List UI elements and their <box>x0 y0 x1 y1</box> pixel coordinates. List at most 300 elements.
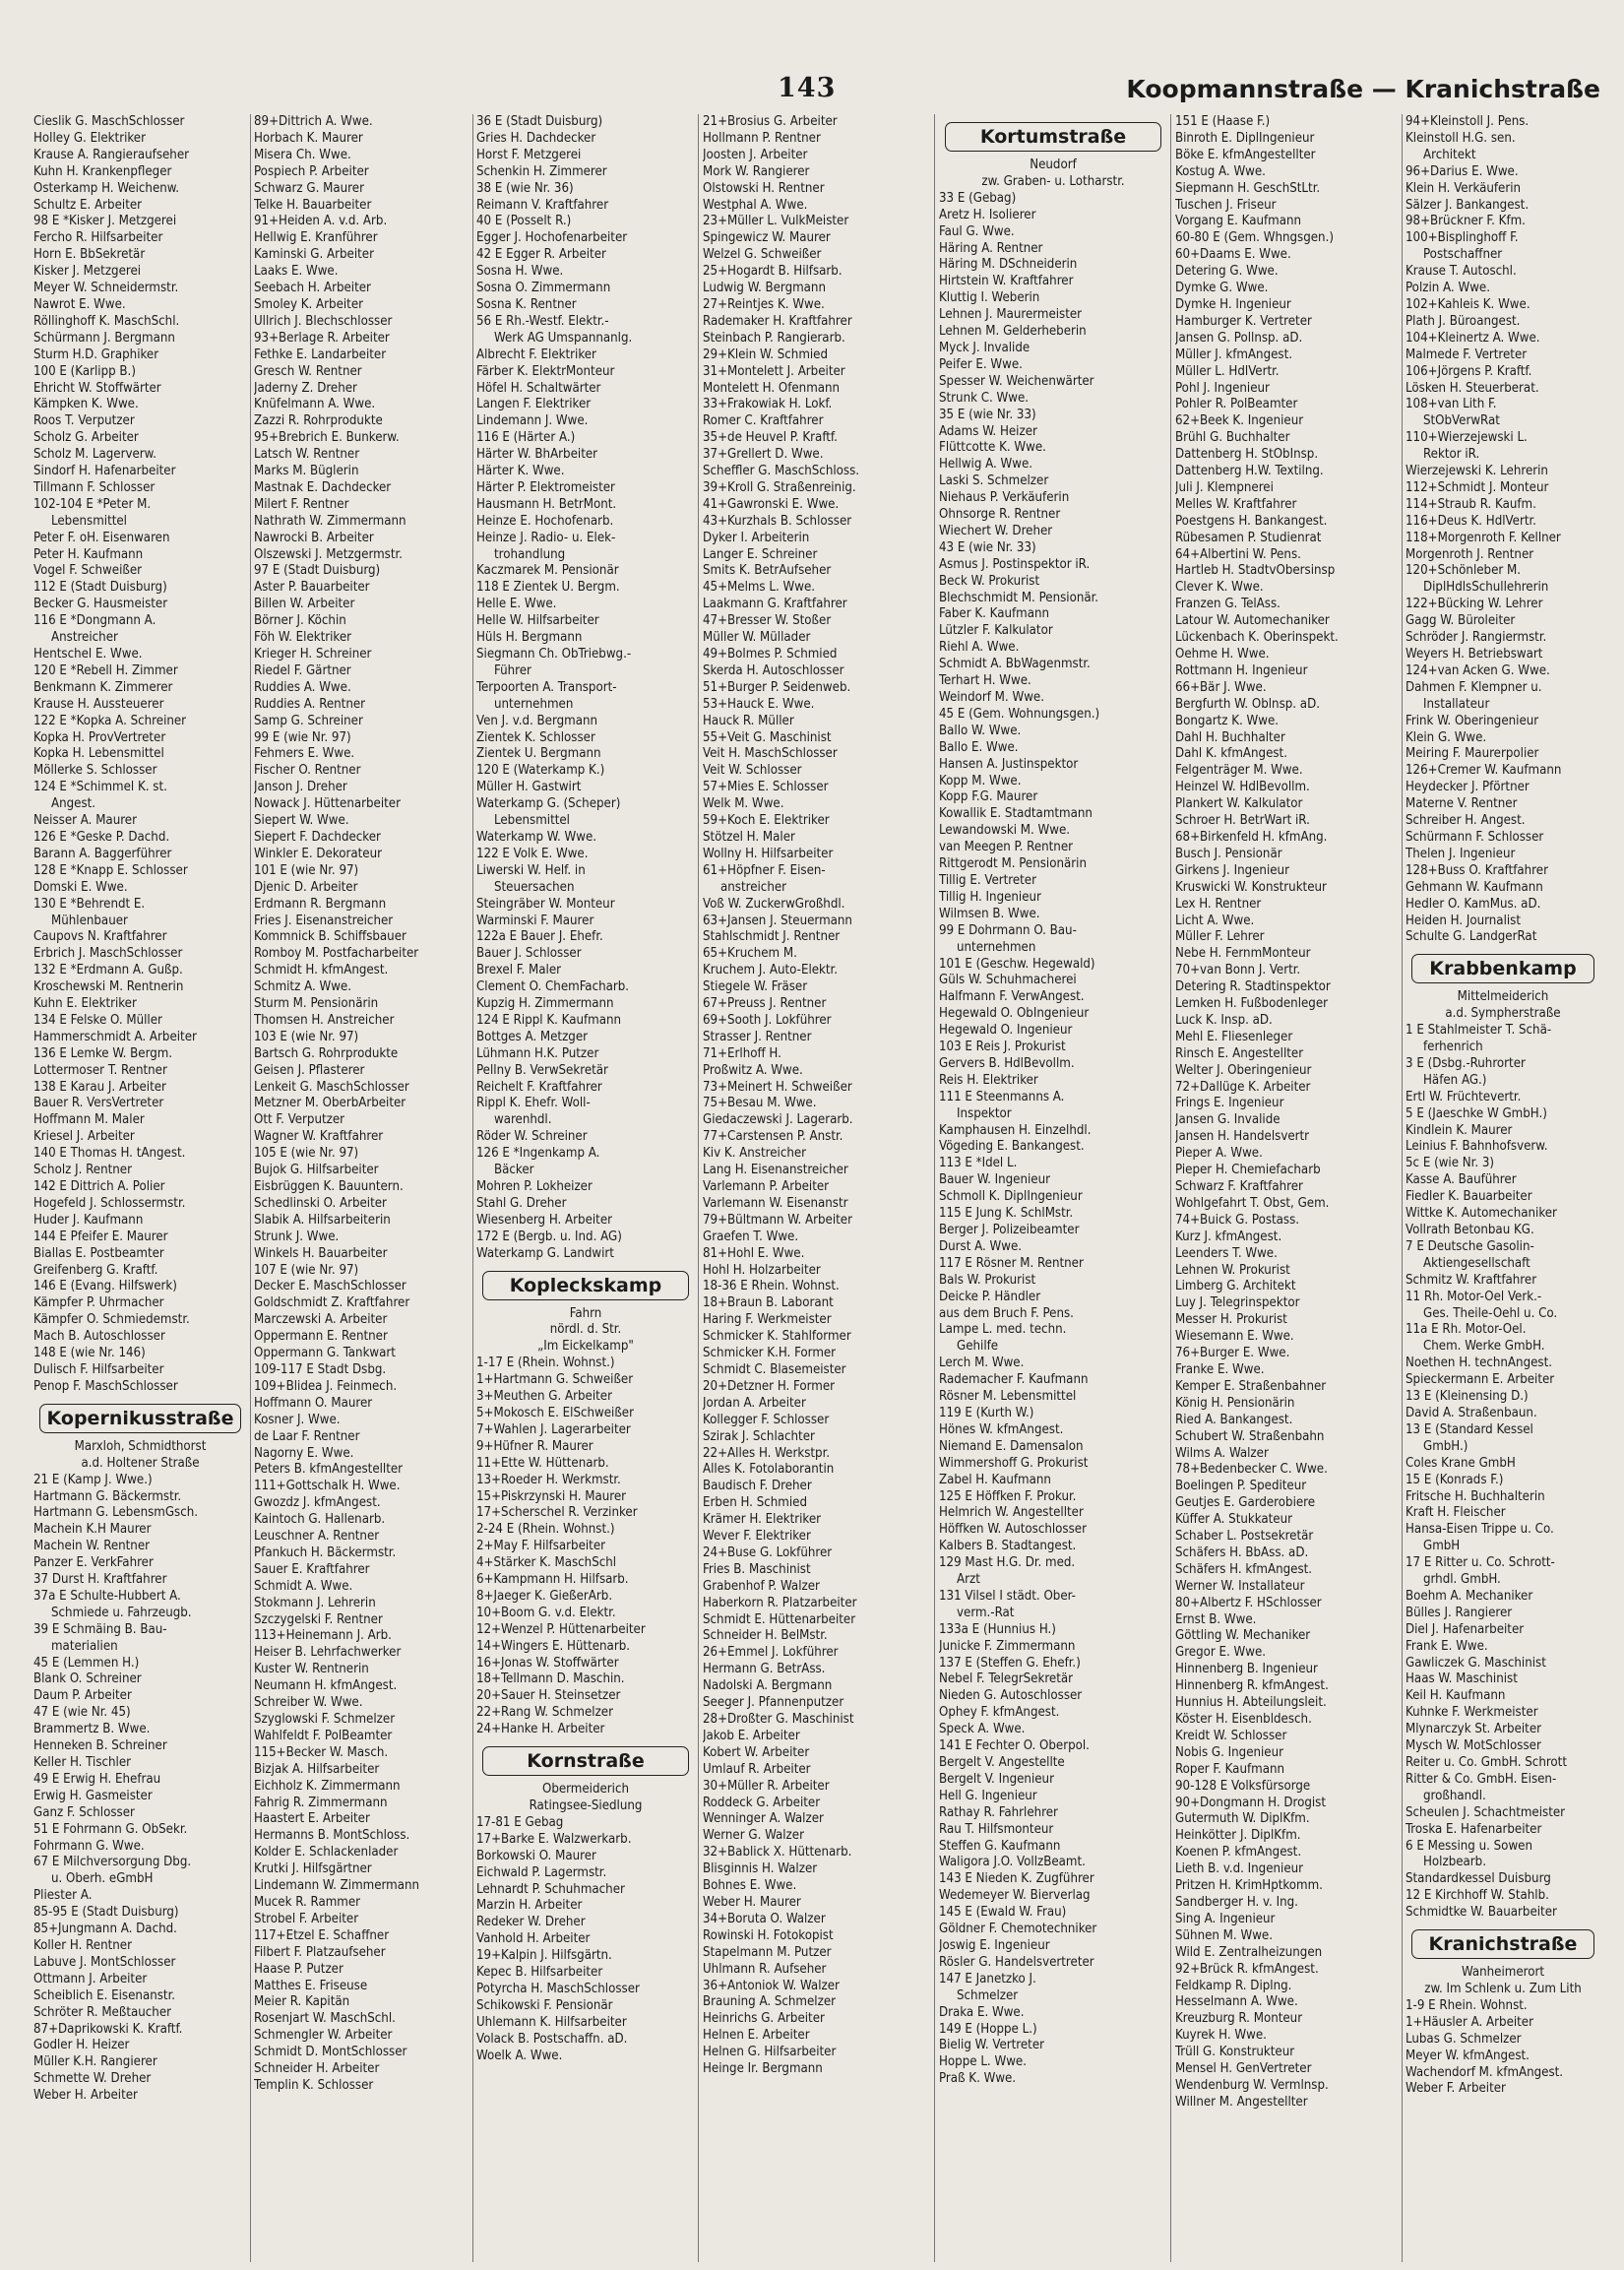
directory-entry: Schmelzer <box>957 1987 1019 2003</box>
directory-entry: 6+Kampmann H. Hilfsarb. <box>476 1572 629 1588</box>
column-rule <box>1170 114 1171 2262</box>
directory-entry: Hesselmann A. Wwe. <box>1175 1994 1298 2010</box>
directory-entry: Koenen P. kfmAngest. <box>1175 1845 1302 1860</box>
directory-entry: 1-9 E Rhein. Wohnst. <box>1405 1997 1528 2013</box>
directory-entry: 40 E (Posselt R.) <box>476 214 572 229</box>
directory-entry: Wimmershoff G. Prokurist <box>939 1455 1089 1471</box>
directory-entry: aus dem Bruch F. Pens. <box>939 1305 1074 1321</box>
directory-entry: 124 E *Schimmel K. st. <box>33 780 167 795</box>
directory-entry: Schmitz A. Wwe. <box>254 979 351 995</box>
directory-entry: Bielig W. Vertreter <box>939 2038 1045 2053</box>
directory-entry: Biallas E. Postbeamter <box>33 1245 164 1261</box>
directory-entry: 33 E (Gebag) <box>939 190 1017 206</box>
directory-entry: Olstowski H. Rentner <box>703 180 825 196</box>
directory-entry: 3+Meuthen G. Arbeiter <box>476 1389 612 1405</box>
directory-entry: Wachendorf M. kfmAngest. <box>1405 2064 1564 2080</box>
directory-entry: Templin K. Schlosser <box>254 2077 374 2093</box>
directory-entry: Ven J. v.d. Bergmann <box>476 713 598 728</box>
directory-entry: Jansen G. Invalide <box>1175 1112 1280 1128</box>
directory-entry: Janson J. Dreher <box>254 780 347 795</box>
directory-entry: Becker G. Hausmeister <box>33 597 168 612</box>
directory-entry: Sturm H.D. Graphiker <box>33 347 159 362</box>
directory-entry: Heiser B. Lehrfachwerker <box>254 1645 402 1661</box>
directory-entry: 17+Scherschel R. Verzinker <box>476 1505 638 1521</box>
column-rule <box>472 114 473 2262</box>
directory-entry: Schäfers H. kfmAngest. <box>1175 1561 1313 1577</box>
directory-entry: van Meegen P. Rentner <box>939 840 1073 855</box>
directory-entry: Berger J. Polizeibeamter <box>939 1223 1080 1237</box>
directory-entry: Mucek R. Rammer <box>254 1894 361 1910</box>
directory-entry: DiplHdlsSchullehrerin <box>1423 580 1549 596</box>
directory-entry: Wiechert W. Dreher <box>939 523 1053 538</box>
directory-entry: Montelett H. Ofenmann <box>703 380 841 396</box>
directory-entry: Scholz G. Arbeiter <box>33 430 139 446</box>
directory-entry: Strunk C. Wwe. <box>939 390 1030 406</box>
directory-entry: Weber H. Arbeiter <box>33 2088 138 2104</box>
directory-entry: Clement O. ChemFacharb. <box>476 979 630 995</box>
directory-entry: Lemken H. Fußbodenleger <box>1175 996 1329 1012</box>
directory-entry: 20+Detzner H. Former <box>703 1378 836 1394</box>
directory-entry: 120 E *Rebell H. Zimmer <box>33 662 178 678</box>
directory-entry: Laaks E. Wwe. <box>254 264 339 280</box>
directory-entry: Postschaffner <box>1423 247 1503 263</box>
directory-entry: Hammerschmidt A. Arbeiter <box>33 1029 197 1044</box>
directory-entry: 103 E Reis J. Prokurist <box>939 1040 1066 1055</box>
directory-entry: 133a E (Hunnius H.) <box>939 1621 1056 1637</box>
directory-entry: 128+Buss O. Kraftfahrer <box>1405 862 1548 878</box>
directory-entry: 93+Berlage R. Arbeiter <box>254 330 390 346</box>
directory-entry: Hoffmann M. Maler <box>33 1112 145 1128</box>
directory-entry: 95+Brebrich E. Bunkerw. <box>254 430 400 446</box>
directory-entry: 16+Jonas W. Stoffwärter <box>476 1655 619 1671</box>
directory-entry: 136 E Lemke W. Bergm. <box>33 1045 173 1061</box>
directory-entry: Müller F. Lehrer <box>1175 929 1265 945</box>
directory-entry: Müller W. Müllader <box>703 630 811 646</box>
directory-entry: 68+Birkenfeld H. kfmAng. <box>1175 829 1328 845</box>
directory-entry: Heinze J. Radio- u. Elek- <box>476 530 616 545</box>
directory-entry: Limberg G. Architekt <box>1175 1279 1296 1294</box>
directory-entry: Langer E. Schreiner <box>703 546 818 562</box>
directory-entry: Dahmen F. Klempner u. <box>1405 679 1542 695</box>
directory-entry: Stiegele W. Fräser <box>703 979 808 995</box>
directory-entry: Benkmann K. Zimmerer <box>33 679 173 695</box>
directory-entry: Waterkamp W. Wwe. <box>476 829 597 845</box>
directory-entry: Brauning A. Schmelzer <box>703 1994 836 2010</box>
directory-entry: Pfankuch H. Bäckermstr. <box>254 1545 397 1560</box>
directory-entry: Samp G. Schreiner <box>254 713 363 728</box>
directory-entry: Penop F. MaschSchlosser <box>33 1378 178 1394</box>
directory-entry: Jakob E. Arbeiter <box>703 1728 800 1743</box>
directory-entry: Fiedler K. Bauarbeiter <box>1405 1189 1532 1205</box>
directory-entry: Stapelmann M. Putzer <box>703 1944 832 1960</box>
directory-entry: Architekt <box>1423 147 1476 162</box>
directory-entry: Lehnardt P. Schuhmacher <box>476 1881 625 1897</box>
directory-entry: Horn E. BbSekretär <box>33 247 146 263</box>
directory-entry: Junicke F. Zimmermann <box>939 1638 1076 1654</box>
directory-entry: 66+Bär J. Wwe. <box>1175 679 1267 695</box>
directory-entry: Franzen G. TelAss. <box>1175 597 1280 612</box>
directory-entry: Krieger H. Schreiner <box>254 647 372 662</box>
directory-entry: Licht A. Wwe. <box>1175 913 1255 928</box>
directory-entry: Rosenjart W. MaschSchl. <box>254 2011 396 2027</box>
directory-entry: 38 E (wie Nr. 36) <box>476 180 574 196</box>
directory-entry: Erbrich J. MaschSchlosser <box>33 946 183 962</box>
directory-entry: Bergelt V. Angestellte <box>939 1755 1065 1770</box>
directory-entry: Schreiber H. Angest. <box>1405 813 1526 829</box>
directory-entry: Melles W. Kraftfahrer <box>1175 496 1297 512</box>
directory-entry: Slabik A. Hilfsarbeiterin <box>254 1212 391 1228</box>
directory-entry: Djenic D. Arbeiter <box>254 879 358 895</box>
directory-entry: 98+Brückner F. Kfm. <box>1405 214 1526 229</box>
directory-entry: Ullrich J. Blechschlosser <box>254 313 393 329</box>
directory-entry: Kalbers B. Stadtangest. <box>939 1539 1077 1554</box>
directory-entry: Steingräber W. Monteur <box>476 896 615 912</box>
directory-entry: Lühmann H.K. Putzer <box>476 1045 599 1061</box>
directory-entry: 118+Morgenroth F. Kellner <box>1405 530 1561 545</box>
directory-entry: Hinnenberg B. Ingenieur <box>1175 1662 1318 1677</box>
directory-entry: 35+de Heuvel P. Kraftf. <box>703 430 838 446</box>
directory-entry: 113 E *Idel L. <box>939 1156 1018 1171</box>
directory-entry: unternehmen <box>957 939 1036 955</box>
directory-entry: Sing A. Ingenieur <box>1175 1911 1276 1926</box>
directory-entry: Kosner J. Wwe. <box>254 1412 341 1427</box>
directory-entry: de Laar F. Rentner <box>254 1428 360 1444</box>
directory-entry: Warminski F. Maurer <box>476 913 594 928</box>
directory-entry: Thelen J. Ingenieur <box>1405 846 1516 861</box>
directory-entry: 23+Müller L. VulkMeister <box>703 214 849 229</box>
directory-entry: 11+Ette W. Hüttenarb. <box>476 1455 609 1471</box>
directory-entry: 64+Albertini W. Pens. <box>1175 546 1301 562</box>
directory-entry: Mork W. Rangierer <box>703 163 810 179</box>
directory-entry: Häring A. Rentner <box>939 240 1043 256</box>
directory-entry: 122a E Bauer J. Ehefr. <box>476 929 603 945</box>
directory-entry: Schenkin H. Zimmerer <box>476 163 607 179</box>
directory-entry: 100+Bisplinghoff F. <box>1405 230 1519 246</box>
directory-entry: Poestgens H. Bankangest. <box>1175 513 1328 529</box>
directory-entry: 61+Höpfner F. Eisen- <box>703 862 826 878</box>
directory-entry: Ophey F. kfmAngest. <box>939 1705 1060 1721</box>
directory-entry: Trüll G. Konstrukteur <box>1175 2045 1295 2060</box>
directory-entry: Wild E. Zentralheizungen <box>1175 1944 1323 1960</box>
directory-entry: Gutermuth W. DiplKfm. <box>1175 1811 1310 1827</box>
directory-entry: Schmette W. Dreher <box>33 2071 152 2087</box>
directory-entry: Pliester A. <box>33 1888 93 1904</box>
directory-entry: Kluttig I. Weberin <box>939 290 1040 306</box>
directory-entry: Halfmann F. VerwAngest. <box>939 989 1085 1005</box>
directory-entry: Werner W. Installateur <box>1175 1578 1305 1594</box>
district-note: Neudorf <box>1030 158 1077 172</box>
directory-entry: 129 Mast H.G. Dr. med. <box>939 1555 1076 1571</box>
directory-entry: Kuhnke F. Werkmeister <box>1405 1705 1538 1721</box>
directory-entry: Kollegger F. Schlosser <box>703 1412 830 1427</box>
directory-entry: Nebel F. TelegrSekretär <box>939 1671 1074 1687</box>
directory-entry: Kruswicki W. Konstrukteur <box>1175 879 1327 895</box>
directory-entry: Kommnick B. Schiffsbauer <box>254 929 406 945</box>
directory-entry: 7+Wahlen J. Lagerarbeiter <box>476 1421 631 1437</box>
directory-entry: 115+Becker W. Masch. <box>254 1744 389 1760</box>
directory-entry: 100 E (Karlipp B.) <box>33 363 136 379</box>
directory-entry: Veit W. Schlosser <box>703 763 802 779</box>
directory-entry: Kamphausen H. Einzelhdl. <box>939 1122 1092 1138</box>
directory-entry: Schmidt A. BbWagenmstr. <box>939 657 1091 672</box>
directory-entry: Rademacher F. Kaufmann <box>939 1372 1089 1388</box>
directory-entry: Pospiech P. Arbeiter <box>254 163 369 179</box>
directory-entry: 56 E Rh.-Westf. Elektr.- <box>476 313 609 329</box>
directory-entry: 15+Piskrzynski H. Maurer <box>476 1488 627 1504</box>
directory-entry: Boehm A. Mechaniker <box>1405 1588 1533 1604</box>
directory-entry: Scholz J. Rentner <box>33 1163 132 1178</box>
directory-entry: 42 E Egger R. Arbeiter <box>476 247 606 263</box>
directory-entry: Albrecht F. Elektriker <box>476 347 596 362</box>
directory-entry: Krause H. Aussteuerer <box>33 696 164 712</box>
district-note: Fahrn <box>569 1305 602 1321</box>
directory-entry: Hönes W. kfmAngest. <box>939 1421 1064 1437</box>
directory-entry: Coles Krane GmbH <box>1405 1455 1516 1471</box>
directory-entry: Spingewicz W. Maurer <box>703 230 831 246</box>
directory-entry: Stokmann J. Lehrerin <box>254 1595 376 1610</box>
directory-entry: Laakmann G. Kraftfahrer <box>703 597 847 612</box>
directory-entry: Fries B. Maschinist <box>703 1561 811 1577</box>
directory-entry: Zazzi R. Rohrprodukte <box>254 413 383 429</box>
directory-entry: 71+Erlhoff H. <box>703 1045 781 1061</box>
directory-entry: 65+Kruchem M. <box>703 946 797 962</box>
directory-entry: Sühnen M. Wwe. <box>1175 1927 1273 1943</box>
directory-entry: Hauck R. Müller <box>703 713 794 728</box>
directory-entry: Wilmsen B. Wwe. <box>939 906 1040 921</box>
directory-entry: Giedaczewski J. Lagerarb. <box>703 1112 853 1128</box>
directory-entry: Gries H. Dachdecker <box>476 130 596 146</box>
directory-entry: Lottermoser T. Rentner <box>33 1062 167 1078</box>
directory-entry: Lehnen M. Gelderheberin <box>939 324 1087 340</box>
directory-entry: 98 E *Kisker J. Metzgerei <box>33 214 177 229</box>
directory-entry: Jaderny Z. Dreher <box>254 380 357 396</box>
directory-entry: Meyer W. Schneidermstr. <box>33 281 179 296</box>
directory-entry: 105 E (wie Nr. 97) <box>254 1146 359 1162</box>
directory-entry: 10+Boom G. v.d. Elektr. <box>476 1605 616 1620</box>
directory-entry: Gwozdz J. kfmAngest. <box>254 1495 381 1511</box>
directory-entry: Lieth B. v.d. Ingenieur <box>1175 1861 1304 1877</box>
directory-entry: Decker E. MaschSchlosser <box>254 1279 406 1294</box>
directory-entry: 112+Schmidt J. Monteur <box>1405 479 1549 495</box>
directory-entry: Pieper H. Chemiefacharb <box>1175 1163 1321 1178</box>
directory-entry: Bauer W. Ingenieur <box>939 1172 1050 1188</box>
directory-entry: Kemper E. Straßenbahner <box>1175 1378 1327 1394</box>
directory-entry: 8+Jaeger K. GießerArb. <box>476 1588 613 1604</box>
directory-entry: Steuersachen <box>494 879 575 895</box>
directory-entry: Matthes E. Friseuse <box>254 1978 368 1993</box>
directory-entry: 115 E Jung K. SchlMstr. <box>939 1206 1074 1222</box>
directory-entry: Röder W. Schreiner <box>476 1129 588 1145</box>
directory-entry: Wendenburg W. Vermlnsp. <box>1175 2077 1329 2093</box>
directory-entry: Rösler G. Handelsvertreter <box>939 1954 1094 1970</box>
directory-entry: Neisser A. Maurer <box>33 813 137 829</box>
directory-entry: 118 E Zientek U. Bergm. <box>476 580 620 596</box>
directory-entry: unternehmen <box>494 696 574 712</box>
directory-entry: 2+May F. Hilfsarbeiter <box>476 1539 605 1554</box>
directory-entry: Lindemann J. Wwe. <box>476 413 589 429</box>
directory-entry: 116 E (Härter A.) <box>476 430 576 446</box>
directory-entry: 67 E Milchversorgung Dbg. <box>33 1855 192 1870</box>
directory-entry: Bergelt V. Ingenieur <box>939 1771 1054 1787</box>
directory-entry: 109+Blidea J. Feinmech. <box>254 1378 398 1394</box>
directory-entry: 104+Kleinertz A. Wwe. <box>1405 330 1540 346</box>
directory-entry: Myck J. Invalide <box>939 340 1031 355</box>
directory-entry: Angest. <box>51 796 96 812</box>
directory-entry: Stahlschmidt J. Rentner <box>703 929 841 945</box>
directory-entry: 92+Brück R. kfmAngest. <box>1175 1961 1319 1977</box>
directory-entry: Anstreicher <box>51 630 118 646</box>
directory-entry: Bohnes E. Wwe. <box>703 1878 797 1894</box>
directory-entry: Welter J. Oberingenieur <box>1175 1062 1312 1078</box>
directory-entry: Inspektor <box>957 1105 1012 1121</box>
directory-entry: 19+Kalpin J. Hilfsgärtn. <box>476 1948 612 1964</box>
directory-entry: Mehl E. Fliesenleger <box>1175 1029 1293 1044</box>
directory-entry: Ertl W. Früchtevertr. <box>1405 1089 1522 1104</box>
directory-entry: Schürmann J. Bergmann <box>33 330 175 346</box>
directory-entry: 138 E Karau J. Arbeiter <box>33 1079 166 1095</box>
directory-entry: 81+Hohl E. Wwe. <box>703 1245 805 1261</box>
directory-entry: Reiter u. Co. GmbH. Schrott <box>1405 1755 1567 1770</box>
directory-entry: 134 E Felske O. Müller <box>33 1012 162 1028</box>
directory-entry: Wagner W. Kraftfahrer <box>254 1129 384 1145</box>
directory-entry: Göttling W. Mechaniker <box>1175 1628 1311 1644</box>
directory-entry: 111 E Steenmanns A. <box>939 1089 1065 1104</box>
directory-entry: Draka E. Wwe. <box>939 2004 1025 2020</box>
directory-entry: Vorgang E. Kaufmann <box>1175 214 1302 229</box>
directory-entry: Schröder J. Rangiermstr. <box>1405 630 1547 646</box>
directory-entry: 21+Brosius G. Arbeiter <box>703 114 838 129</box>
directory-entry: Cieslik G. MaschSchlosser <box>33 114 185 129</box>
directory-entry: 78+Bedenbecker C. Wwe. <box>1175 1462 1328 1478</box>
directory-entry: Hansen A. Justinspektor <box>939 756 1079 772</box>
directory-entry: 122+Bücking W. Lehrer <box>1405 597 1543 612</box>
directory-entry: Leuschner A. Rentner <box>254 1529 380 1545</box>
page-header <box>0 73 1624 106</box>
directory-entry: Polzin A. Wwe. <box>1405 281 1490 296</box>
directory-entry: Hausmann H. BetrMont. <box>476 496 617 512</box>
directory-entry: Gregor E. Wwe. <box>1175 1645 1267 1661</box>
directory-entry: Kraft H. Fleischer <box>1405 1505 1506 1521</box>
directory-entry: 113+Heinemann J. Arb. <box>254 1628 392 1644</box>
directory-entry: Rinsch E. Angestellter <box>1175 1045 1304 1061</box>
directory-entry: Faber K. Kaufmann <box>939 606 1050 622</box>
directory-entry: Marzin H. Arbeiter <box>476 1898 583 1914</box>
directory-entry: Durst A. Wwe. <box>939 1238 1023 1254</box>
directory-entry: 59+Koch E. Elektriker <box>703 813 830 829</box>
directory-entry: 5+Mokosch E. ElSchweißer <box>476 1405 634 1420</box>
directory-entry: Romboy M. Postfacharbeiter <box>254 946 419 962</box>
directory-entry: 11a E Rh. Motor-Oel. <box>1405 1322 1527 1338</box>
directory-entry: Strunk J. Wwe. <box>254 1229 340 1244</box>
directory-entry: Ohnsorge R. Rentner <box>939 507 1061 523</box>
directory-entry: 24+Buse G. Lokführer <box>703 1545 833 1560</box>
directory-entry: Zientek U. Bergmann <box>476 746 601 762</box>
directory-entry: Marczewski A. Arbeiter <box>254 1312 388 1328</box>
directory-entry: Härter P. Elektromeister <box>476 479 615 495</box>
directory-entry: Feldkamp R. Diplng. <box>1175 1978 1292 1993</box>
directory-entry: Schultz E. Arbeiter <box>33 197 143 213</box>
directory-entry: 87+Daprikowski K. Kraftf. <box>33 2021 183 2037</box>
directory-entry: 7 E Deutsche Gasolin- <box>1405 1238 1534 1254</box>
street-heading: Kortumstraße <box>945 122 1161 152</box>
directory-entry: Beck W. Prokurist <box>939 573 1040 589</box>
directory-entry: Böke E. kfmAngestellter <box>1175 147 1316 162</box>
directory-entry: Tillig E. Vertreter <box>939 872 1036 888</box>
directory-entry: Grabenhof P. Walzer <box>703 1578 820 1594</box>
directory-entry: Smoley K. Arbeiter <box>254 296 363 312</box>
directory-entry: Fethke E. Landarbeiter <box>254 347 387 362</box>
directory-entry: Schmengler W. Arbeiter <box>254 2028 393 2044</box>
directory-entry: Woelk A. Wwe. <box>476 2048 563 2063</box>
directory-entry: 112 E (Stadt Duisburg) <box>33 580 167 596</box>
directory-entry: Bizjak A. Hilfsarbeiter <box>254 1761 380 1777</box>
directory-entry: Meyer W. kfmAngest. <box>1405 2048 1530 2063</box>
directory-entry: Machein W. Rentner <box>33 1539 151 1554</box>
directory-entry: Mysch W. MotSchlosser <box>1405 1738 1541 1754</box>
directory-entry: 120+Schönleber M. <box>1405 563 1522 579</box>
directory-entry: 2-24 E (Rhein. Wohnst.) <box>476 1522 615 1538</box>
directory-entry: Heiden H. Journalist <box>1405 913 1522 928</box>
directory-entry: Kupzig H. Zimmermann <box>476 996 614 1012</box>
directory-entry: Krutki J. Hilfsgärtner <box>254 1861 372 1877</box>
directory-entry: Niehaus P. Verkäuferin <box>939 490 1070 506</box>
directory-entry: 18-36 E Rhein. Wohnst. <box>703 1279 840 1294</box>
directory-entry: Härter K. Wwe. <box>476 464 565 479</box>
directory-entry: Krause A. Rangieraufseher <box>33 147 190 162</box>
directory-entry: Adams W. Heizer <box>939 423 1037 439</box>
directory-entry: Lang H. Eisenanstreicher <box>703 1163 848 1178</box>
directory-entry: 126 E *Geske P. Dachd. <box>33 829 170 845</box>
directory-entry: Godler H. Heizer <box>33 2038 130 2053</box>
directory-entry: Welzel G. Schweißer <box>703 247 822 263</box>
directory-entry: grhdl. GmbH. <box>1423 1572 1501 1588</box>
directory-entry: Zabel H. Kaufmann <box>939 1472 1051 1487</box>
directory-entry: Vögeding E. Bankangest. <box>939 1139 1085 1155</box>
directory-entry: 108+van Lith F. <box>1405 397 1497 412</box>
directory-entry: 116 E *Dongmann A. <box>33 613 156 629</box>
directory-entry: 99 E (wie Nr. 97) <box>254 729 351 745</box>
directory-entry: 24+Hanke H. Arbeiter <box>476 1722 605 1737</box>
directory-entry: Schmidt H. kfmAngest. <box>254 963 389 978</box>
directory-entry: Malmede F. Vertreter <box>1405 347 1528 362</box>
directory-entry: Pellny B. VerwSekretär <box>476 1062 608 1078</box>
directory-entry: 51+Burger P. Seidenweb. <box>703 679 851 695</box>
directory-entry: Detering G. Wwe. <box>1175 264 1279 280</box>
directory-entry: Dymke G. Wwe. <box>1175 281 1269 296</box>
directory-entry: Siepert F. Dachdecker <box>254 829 381 845</box>
directory-entry: Hinnenberg R. kfmAngest. <box>1175 1678 1329 1694</box>
directory-entry: Mensel H. GenVertreter <box>1175 2061 1312 2077</box>
directory-entry: Heydecker J. Pförtner <box>1405 780 1530 795</box>
directory-entry: Ganz F. Schlosser <box>33 1804 135 1820</box>
directory-entry: Kasse A. Bauführer <box>1405 1172 1517 1188</box>
directory-entry: Kuster W. Rentnerin <box>254 1662 369 1677</box>
directory-entry: Hüls H. Bergmann <box>476 630 583 646</box>
directory-entry: Ried A. Bankangest. <box>1175 1412 1293 1427</box>
directory-entry: 145 E (Ewald W. Frau) <box>939 1905 1067 1921</box>
directory-entry: Peter H. Kaufmann <box>33 546 144 562</box>
directory-entry: Veit H. MaschSchlosser <box>703 746 838 762</box>
directory-entry: Kisker J. Metzgerei <box>33 264 142 280</box>
directory-entry: Nowack J. Hüttenarbeiter <box>254 796 401 812</box>
directory-entry: 41+Gawronski E. Wwe. <box>703 496 840 512</box>
directory-entry: Wedemeyer W. Bierverlag <box>939 1888 1091 1904</box>
directory-entry: Blank O. Schreiner <box>33 1671 142 1687</box>
directory-entry: Mach B. Autoschlosser <box>33 1329 165 1345</box>
directory-entry: Brühl G. Buchhalter <box>1175 430 1290 446</box>
directory-entry: Bujok G. Hilfsarbeiter <box>254 1163 379 1178</box>
directory-entry: StObVerwRat <box>1423 413 1500 429</box>
